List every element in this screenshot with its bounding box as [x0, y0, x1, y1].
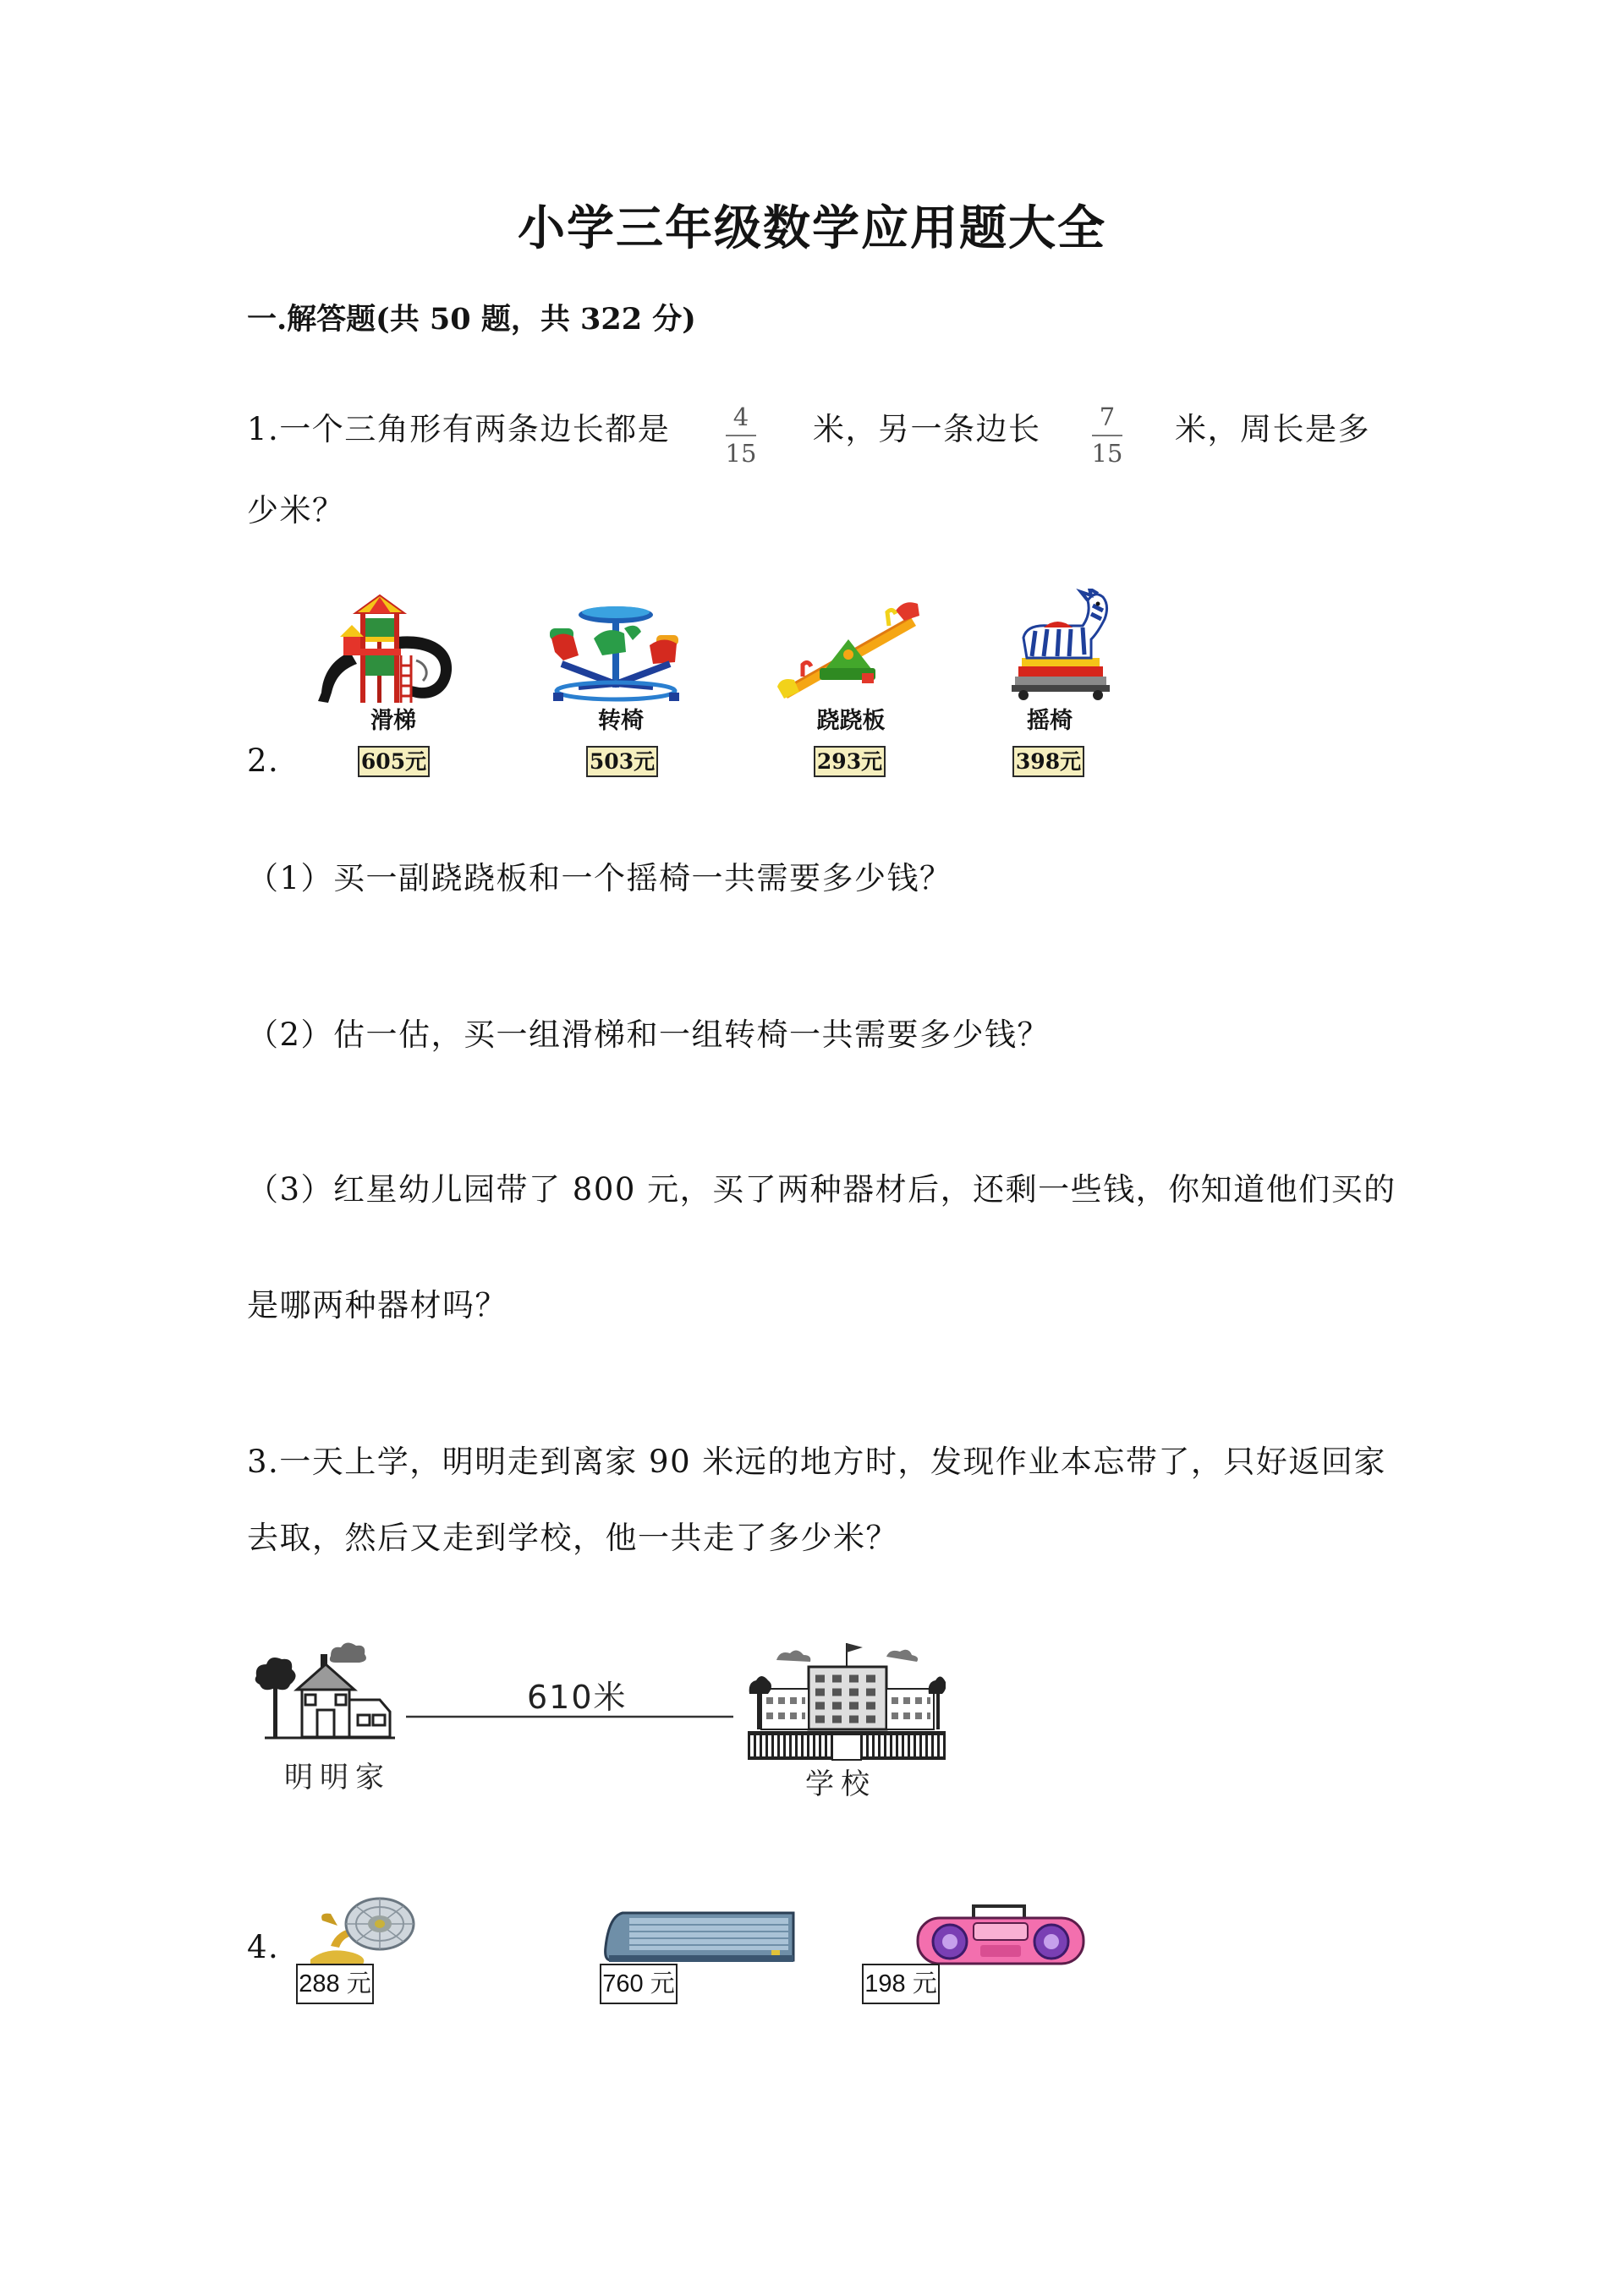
q2-sub-question-3-line-2: 是哪两种器材吗？ — [247, 1287, 508, 1323]
electric-fan-icon — [302, 1895, 415, 1970]
price-tag-swivel-chair: 503元 — [586, 746, 658, 777]
item-label-rocking-horse: 摇椅 — [1027, 708, 1073, 734]
q1-fraction-2-bar — [1092, 435, 1122, 436]
distance-label: 610米 — [527, 1679, 628, 1716]
item-label-swivel-chair: 转椅 — [598, 708, 644, 734]
q2-sub-question-2: （2）估一估，买一组滑梯和一组转椅一共需要多少钱？ — [247, 1016, 1051, 1053]
school-label: 学校 — [805, 1767, 876, 1801]
q3-text-line-2: 去取，然后又走到学校，他一共走了多少米？ — [247, 1520, 898, 1556]
slide-icon — [316, 593, 456, 706]
price-tag-air-conditioner: 760 元 — [600, 1964, 678, 2004]
price-tag-electric-fan: 288 元 — [296, 1964, 374, 2004]
home-label: 明明家 — [284, 1761, 391, 1795]
q1-fraction-2-denominator: 15 — [1091, 439, 1123, 468]
q2-number: 2. — [247, 743, 280, 779]
q1-text-part-3: 米，周长是多 — [1175, 411, 1370, 447]
price-tag-slide: 605元 — [358, 746, 430, 777]
q2-sub-question-3-line-1: （3）红星幼儿园带了 800 元，买了两种器材后，还剩一些钱，你知道他们买的 — [247, 1171, 1396, 1208]
price-tag-rocking-horse: 398元 — [1012, 746, 1084, 777]
price-tag-seesaw: 293元 — [814, 746, 886, 777]
house-icon — [253, 1637, 395, 1755]
q2-sub-question-1: （1）买一副跷跷板和一个摇椅一共需要多少钱？ — [247, 860, 952, 896]
q1-text-line-2: 少米？ — [247, 492, 345, 529]
q4-number: 4. — [247, 1929, 280, 1965]
school-icon — [748, 1641, 946, 1762]
q1-fraction-2-numerator: 7 — [1099, 403, 1116, 431]
radio-icon — [914, 1901, 1087, 1967]
air-conditioner-icon — [604, 1910, 798, 1965]
swivel-chair-icon — [545, 603, 688, 704]
price-tag-radio: 198 元 — [862, 1964, 940, 2004]
q1-text-part-1: 1.一个三角形有两条边长都是 — [247, 411, 671, 447]
item-label-seesaw: 跷跷板 — [816, 708, 886, 734]
q1-text-part-2: 米，另一条边长 — [813, 411, 1041, 447]
q1-fraction-1-denominator: 15 — [725, 439, 757, 468]
page-title: 小学三年级数学应用题大全 — [518, 200, 1106, 256]
q1-fraction-1-bar — [726, 435, 756, 436]
rocking-horse-icon — [1010, 589, 1111, 704]
seesaw-icon — [777, 592, 920, 704]
q3-text-line-1: 3.一天上学，明明走到离家 90 米远的地方时，发现作业本忘带了，只好返回家 — [247, 1444, 1386, 1480]
item-label-slide: 滑梯 — [370, 708, 416, 734]
section-heading: 一.解答题(共 50 题，共 322 分) — [247, 302, 696, 337]
q1-fraction-1-numerator: 4 — [732, 403, 749, 431]
